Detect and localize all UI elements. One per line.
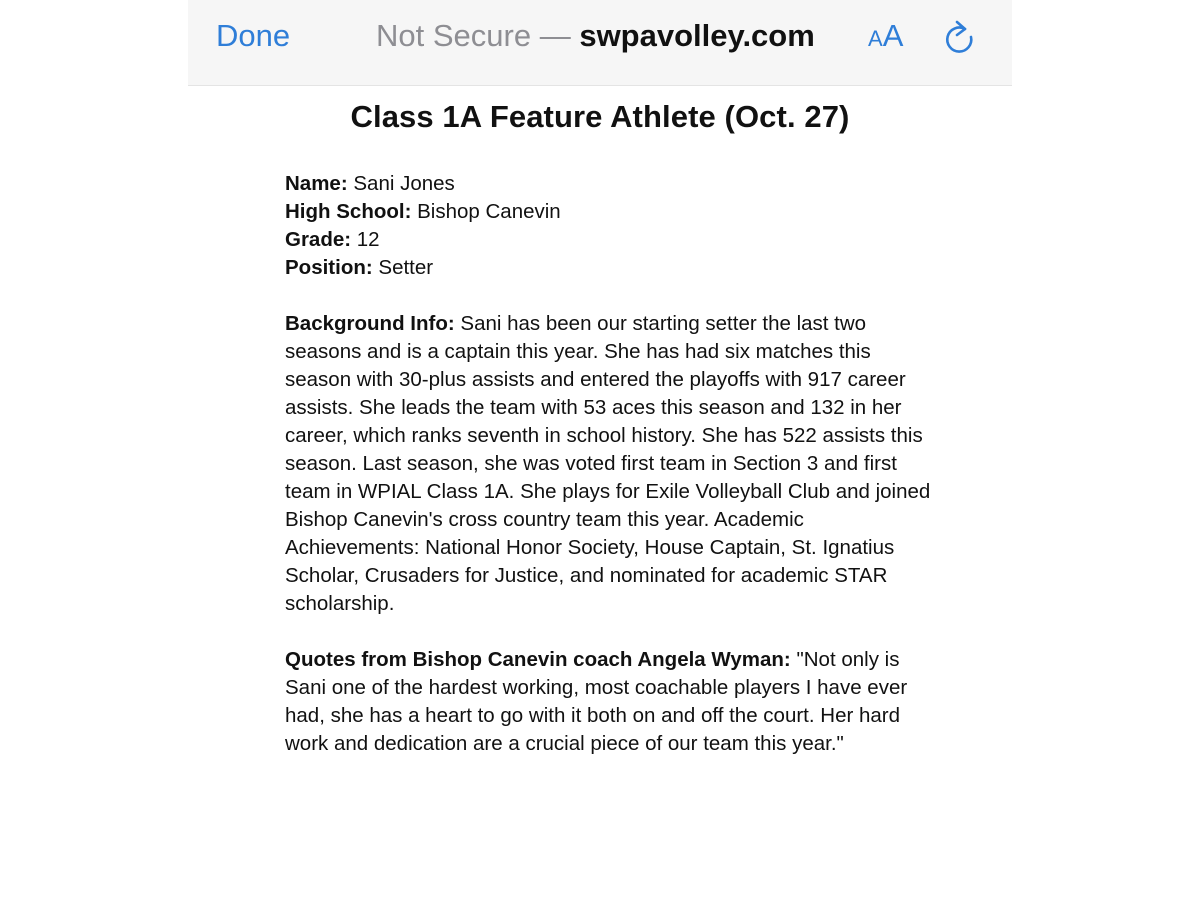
page-domain: swpavolley.com: [579, 18, 815, 53]
field-grade: [285, 226, 935, 254]
field-label: Grade:: [285, 228, 352, 251]
reload-icon: [942, 20, 978, 58]
page-title: Class 1A Feature Athlete (Oct. 27): [350, 99, 850, 134]
field-value: Bishop Canevin: [417, 200, 561, 223]
field-high-school: [285, 198, 935, 226]
text-size-large-glyph: A: [882, 18, 904, 53]
field-name: [285, 170, 935, 198]
background-text: Sani has been our starting setter the last two seasons and is a captain this year. She has had six matches this season with 30-plus assists and entered the playoffs with 917 career assists. She leads the team with 53 aces this season and 132 in her career, which ranks seventh in school history. She has 522 assists this season. Last season, she was voted first team in Section 3 and first team in WPIAL Class 1A. She plays for Exile Volleyball Club and joined Bishop Canevin's cross country team this year. Academic Achievements: National Honor Society, House Captain, St. Ignatius Scholar, Crusaders for Justice, and nominated for academic STAR scholarship.: [285, 312, 931, 615]
field-value: Setter: [378, 256, 434, 279]
text-size-button[interactable]: [868, 18, 903, 58]
quotes-text: "Not only is Sani one of the hardest working, most coachable players I have ever had, she has a heart to go with it both on and off the court. Her hard work and dedication are a crucial piece of our team this year.": [285, 648, 908, 755]
address-separator: —: [539, 18, 571, 53]
background-label: Background Info:: [285, 312, 455, 335]
field-value: 12: [356, 228, 380, 251]
quotes-label: Quotes from Bishop Canevin coach Angela Wyman:: [285, 648, 791, 671]
reload-button[interactable]: [942, 20, 978, 58]
field-label: Name:: [285, 172, 348, 195]
field-label: High School:: [285, 200, 412, 223]
field-label: Position:: [285, 256, 373, 279]
text-size-small-glyph: A: [868, 26, 883, 51]
browser-window: [188, 0, 1012, 900]
athlete-fields: [285, 170, 935, 282]
address-bar[interactable]: [376, 18, 815, 54]
article-body: [285, 170, 935, 758]
done-button[interactable]: Done: [216, 18, 291, 53]
field-value: Sani Jones: [353, 172, 455, 195]
security-status: Not Secure: [376, 18, 532, 53]
background-info: [285, 310, 935, 618]
field-position: [285, 254, 935, 282]
page-content: [188, 85, 1012, 755]
coach-quotes: [285, 646, 935, 758]
safari-toolbar: [188, 0, 1012, 86]
